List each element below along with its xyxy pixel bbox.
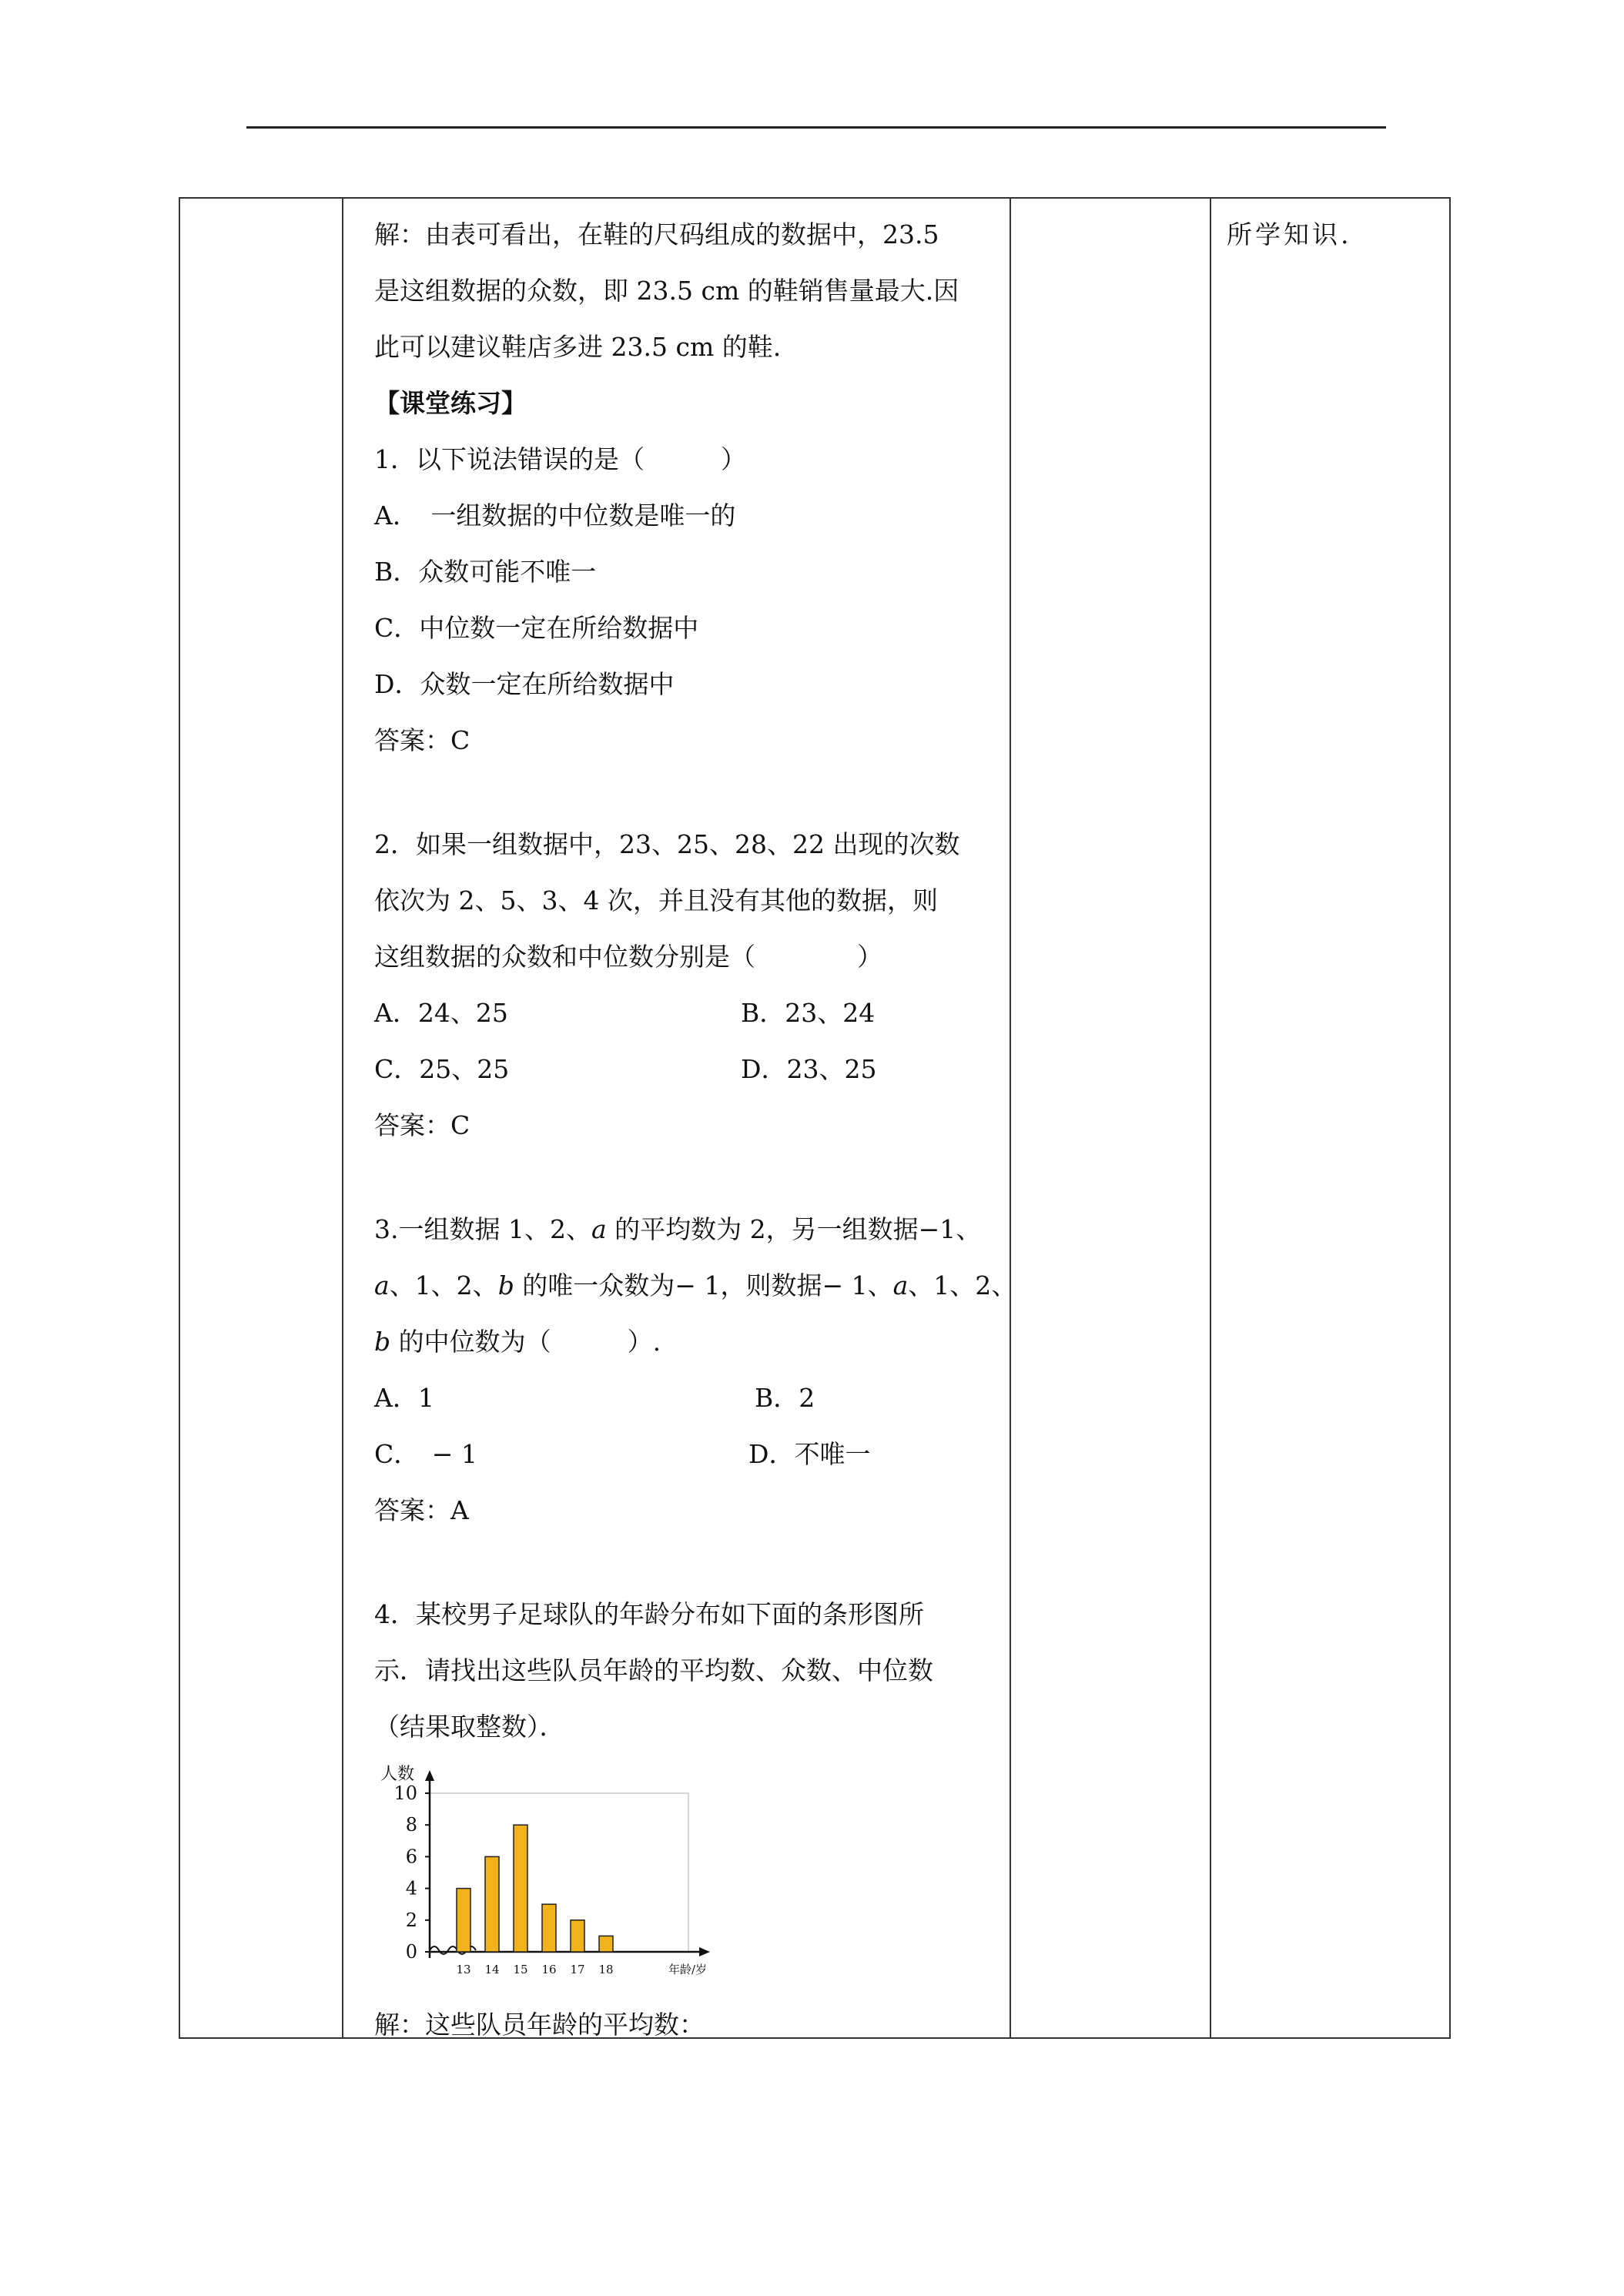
y-tick-label: 2 <box>405 1909 417 1931</box>
bar-18 <box>599 1936 613 1952</box>
answer: 答案：C <box>374 1110 470 1140</box>
option-row <box>374 985 1003 1041</box>
question-3-stem: b 的中位数为（ ）. <box>374 1327 661 1357</box>
x-tick-label: 15 <box>513 1963 528 1976</box>
y-tick-label: 6 <box>405 1846 417 1868</box>
answer: 答案：C <box>374 725 470 755</box>
question-4-stem: （结果取整数）． <box>374 1712 565 1742</box>
y-axis-label: 人数 <box>380 1765 415 1784</box>
option-row <box>374 1426 1003 1482</box>
question-3-stem: a、1、2、b 的唯一众数为− 1，则数据− 1、a、1、2、 <box>374 1270 1017 1300</box>
content-cell <box>359 199 1017 2040</box>
x-axis-arrow <box>699 1947 710 1956</box>
notes-text: 所学知识. <box>1227 219 1352 249</box>
age-bar-chart <box>374 1762 1003 1992</box>
question-4-solution: 解：这些队员年龄的平均数： <box>374 2010 705 2040</box>
option-d: D．23、25 <box>741 1054 877 1084</box>
notes-cell <box>1210 199 1448 2037</box>
y-tick-label: 10 <box>393 1782 417 1804</box>
y-tick-label: 0 <box>405 1941 417 1963</box>
x-axis-label: 年龄/岁 <box>668 1963 708 1976</box>
bar-15 <box>514 1825 527 1952</box>
y-axis-arrow <box>425 1770 434 1781</box>
table-divider <box>342 199 343 2037</box>
option-c: C． − 1 <box>374 1439 477 1469</box>
option-d: D．不唯一 <box>748 1439 871 1469</box>
option-row <box>374 1370 1003 1426</box>
option-row <box>374 1041 1003 1097</box>
option-b: B．众数可能不唯一 <box>374 557 597 587</box>
bar-16 <box>542 1904 556 1952</box>
solution-line: 此可以建议鞋店多进 23.5 cm 的鞋. <box>374 332 782 362</box>
option-b: B．23、24 <box>741 998 876 1028</box>
bar-14 <box>485 1856 499 1952</box>
table-divider <box>1010 199 1011 2037</box>
question-2-stem: 2．如果一组数据中，23、25、28、22 出现的次数 <box>374 829 960 859</box>
question-1-stem: 1．以下说法错误的是（ ） <box>374 444 746 474</box>
y-tick-label: 4 <box>405 1877 417 1899</box>
option-d: D．众数一定在所给数据中 <box>374 669 675 699</box>
option-c: C．25、25 <box>374 1054 510 1084</box>
x-tick-label: 16 <box>541 1963 557 1976</box>
question-2-stem: 这组数据的众数和中位数分别是（ ） <box>374 942 882 972</box>
y-tick-label: 8 <box>405 1814 417 1836</box>
option-a: A． 一组数据的中位数是唯一的 <box>374 500 736 530</box>
header-rule <box>246 126 1386 129</box>
question-2-stem: 依次为 2、5、3、4 次，并且没有其他的数据，则 <box>374 885 938 915</box>
bar-17 <box>571 1920 584 1952</box>
x-tick-label: 13 <box>456 1963 471 1976</box>
question-4-stem: 4．某校男子足球队的年龄分布如下面的条形图所 <box>374 1599 924 1629</box>
x-tick-label: 17 <box>570 1963 585 1976</box>
answer: 答案：A <box>374 1495 469 1525</box>
option-a: A．1 <box>374 1383 434 1413</box>
bar-chart-svg <box>374 1762 728 1986</box>
option-c: C．中位数一定在所给数据中 <box>374 613 699 643</box>
section-title: 【课堂练习】 <box>374 388 527 418</box>
bar-13 <box>457 1889 470 1952</box>
option-b: B．2 <box>755 1383 815 1413</box>
solution-line: 解：由表可看出，在鞋的尺码组成的数据中，23.5 <box>374 219 939 249</box>
question-3-stem: 3.一组数据 1、2、a 的平均数为 2，另一组数据−1、 <box>374 1214 982 1244</box>
lesson-table <box>179 197 1451 2039</box>
x-tick-label: 18 <box>598 1963 614 1976</box>
option-a: A．24、25 <box>374 998 508 1028</box>
solution-line: 是这组数据的众数，即 23.5 cm 的鞋销售量最大.因 <box>374 276 959 306</box>
question-4-stem: 示．请找出这些队员年龄的平均数、众数、中位数 <box>374 1655 933 1685</box>
x-tick-label: 14 <box>484 1963 500 1976</box>
